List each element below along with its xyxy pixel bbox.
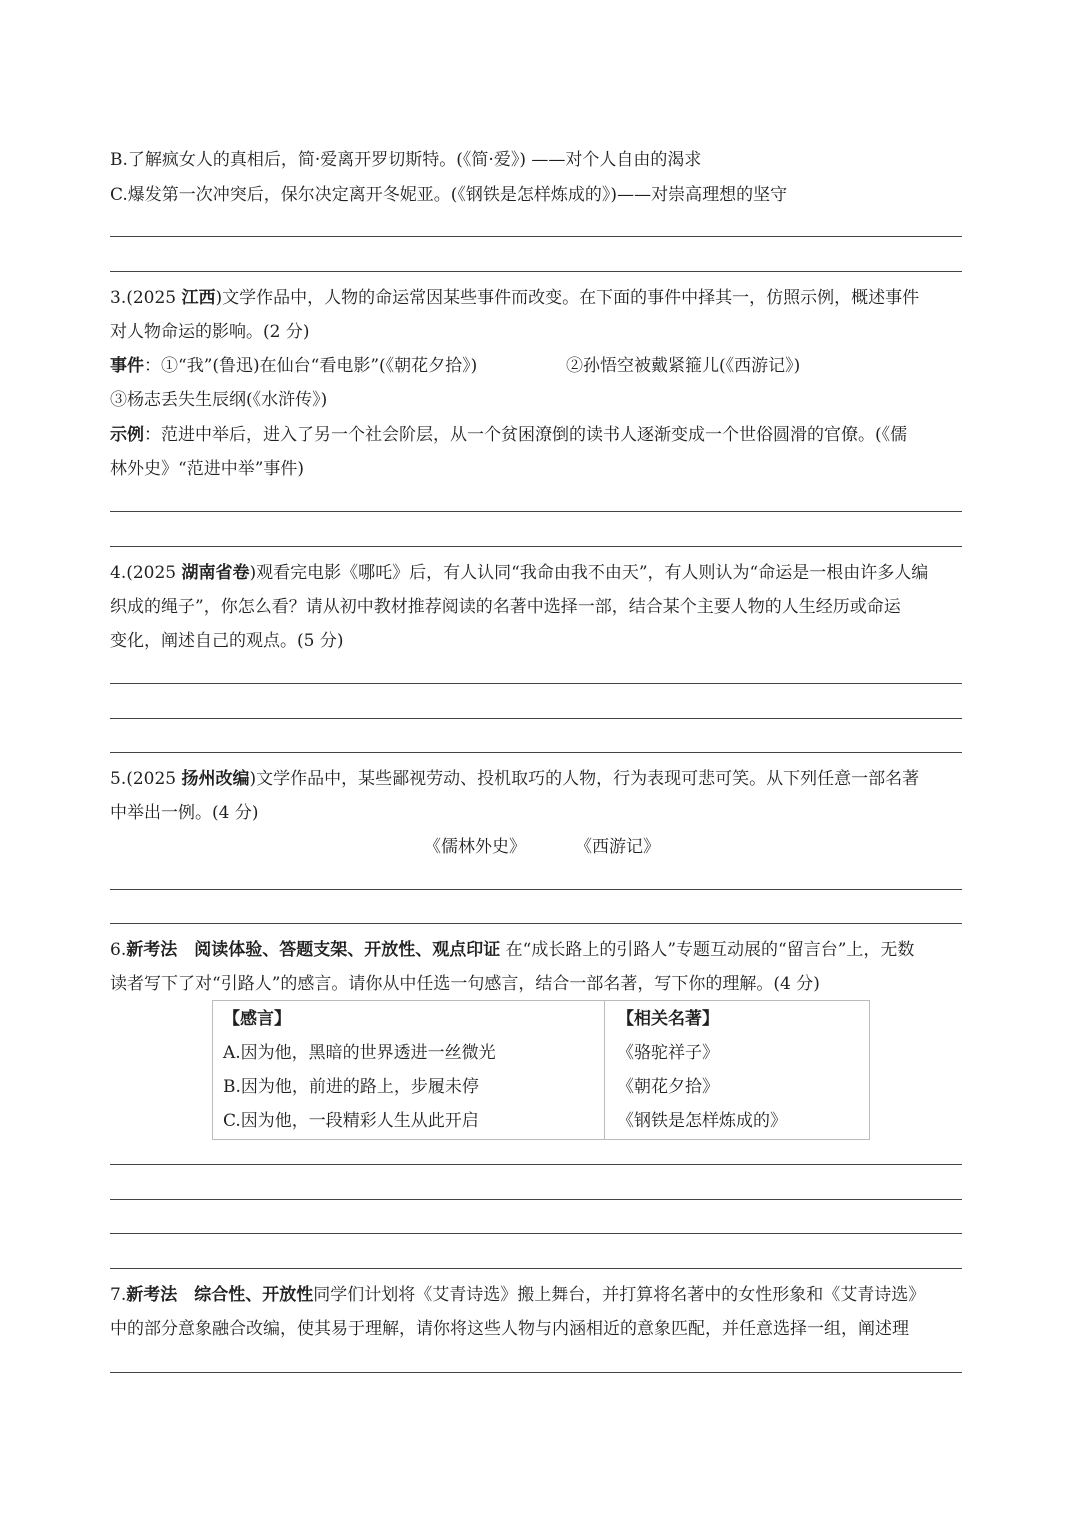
answer-line[interactable] [110,1372,962,1373]
answer-line[interactable] [110,683,962,684]
answer-line[interactable] [110,889,962,890]
q4-source: 湖南省卷 [181,563,250,583]
answer-line[interactable] [110,511,962,512]
q5-stem-line-2: 中举出一例。(4 分) [110,803,259,823]
q2-option-b: B.了解疯女人的真相后，简·爱离开罗切斯特。(《简·爱》) ——对个人自由的渴求 [110,150,702,170]
table-row-quote: A.因为他，黑暗的世界透进一丝微光 [223,1043,496,1063]
q3-example-line-2: 林外史》“范进中举”事件) [110,459,305,479]
q7-stem: 同学们计划将《艾青诗选》搬上舞台，并打算将名著中的女性形象和《艾青诗选》 [313,1285,926,1305]
q3-event-2: ②孙悟空被戴紧箍儿(《西游记》) [566,356,801,376]
answer-line[interactable] [110,236,962,237]
q3-example-label: 示例 [110,425,144,445]
q4-stem: )观看完电影《哪吒》后，有人认同“我命由我不由天”，有人则认为“命运是一根由许多人编 [249,563,929,583]
q6-stem-line-2: 读者写下了对“引路人”的感言。请你从中任选一句感言，结合一部名著，写下你的理解。(4 分) [110,974,820,994]
table-header-books: 【相关名著】 [617,1009,719,1029]
q4-stem-line-3: 变化，阐述自己的观点。(5 分) [110,631,344,651]
quote-book-table [212,1000,870,1140]
q6-stem-line-1 [110,938,914,962]
q7-tag: 新考法 综合性、开放性 [126,1285,314,1305]
table-divider [604,1001,605,1139]
q3-source: 江西 [181,288,216,308]
q4-stem-line-1 [110,561,928,585]
q7-number: 7. [110,1285,127,1305]
q5-prefix: 5.(2025 [110,769,182,789]
q5-source: 扬州改编 [181,769,250,789]
q6-stem: 在“成长路上的引路人”专题互动展的“留言台”上，无数 [500,940,915,960]
q5-stem-line-1 [110,767,919,791]
table-header-quotes: 【感言】 [223,1009,291,1029]
q3-example-line-1 [110,423,907,447]
table-row-quote: C.因为他，一段精彩人生从此开启 [223,1111,479,1131]
q6-tag: 新考法 阅读体验、答题支架、开放性、观点印证 [126,940,501,960]
q5-stem: )文学作品中，某些鄙视劳动、投机取巧的人物，行为表现可悲可笑。从下列任意一部名著 [249,769,920,789]
table-row-quote: B.因为他，前进的路上，步履未停 [223,1077,479,1097]
q2-option-c: C.爆发第一次冲突后，保尔决定离开冬妮亚。(《钢铁是怎样炼成的》)——对崇高理想的坚守 [110,185,788,205]
q3-event-3: ③杨志丢失生辰纲(《水浒传》) [110,390,328,410]
answer-line[interactable] [110,752,962,753]
answer-line[interactable] [110,1233,962,1234]
table-row-book: 《钢铁是怎样炼成的》 [617,1111,787,1131]
answer-line[interactable] [110,923,962,924]
q5-book-1: 《儒林外史》 [424,837,526,857]
answer-line[interactable] [110,1268,962,1269]
q3-example-text: ：范进中举后，进入了另一个社会阶层，从一个贫困潦倒的读书人逐渐变成一个世俗圆滑的官僚。(《儒 [144,425,908,445]
q3-stem: )文学作品中，人物的命运常因某些事件而改变。在下面的事件中择其一，仿照示例，概述事件 [215,288,920,308]
q5-book-2: 《西游记》 [575,837,660,857]
answer-line[interactable] [110,546,962,547]
q7-stem-line-1 [110,1283,925,1307]
q3-events-label: 事件 [110,356,144,376]
q3-events-line [110,354,477,378]
answer-line[interactable] [110,1164,962,1165]
table-row-book: 《朝花夕拾》 [617,1077,719,1097]
answer-line[interactable] [110,718,962,719]
q3-stem-line-2: 对人物命运的影响。(2 分) [110,322,310,342]
q3-event-1: ：①“我”(鲁迅)在仙台“看电影”(《朝花夕拾》) [144,356,478,376]
table-row-book: 《骆驼祥子》 [617,1043,719,1063]
answer-line[interactable] [110,1199,962,1200]
answer-line[interactable] [110,271,962,272]
q3-stem-line-1 [110,286,919,310]
q3-prefix: 3.(2025 [110,288,182,308]
q6-number: 6. [110,940,127,960]
q4-stem-line-2: 织成的绳子”，你怎么看？请从初中教材推荐阅读的名著中选择一部，结合某个主要人物的人生经历或命运 [110,597,901,617]
q4-prefix: 4.(2025 [110,563,182,583]
q7-stem-line-2: 中的部分意象融合改编，使其易于理解，请你将这些人物与内涵相近的意象匹配，并任意选择一组，阐述理 [110,1319,909,1339]
